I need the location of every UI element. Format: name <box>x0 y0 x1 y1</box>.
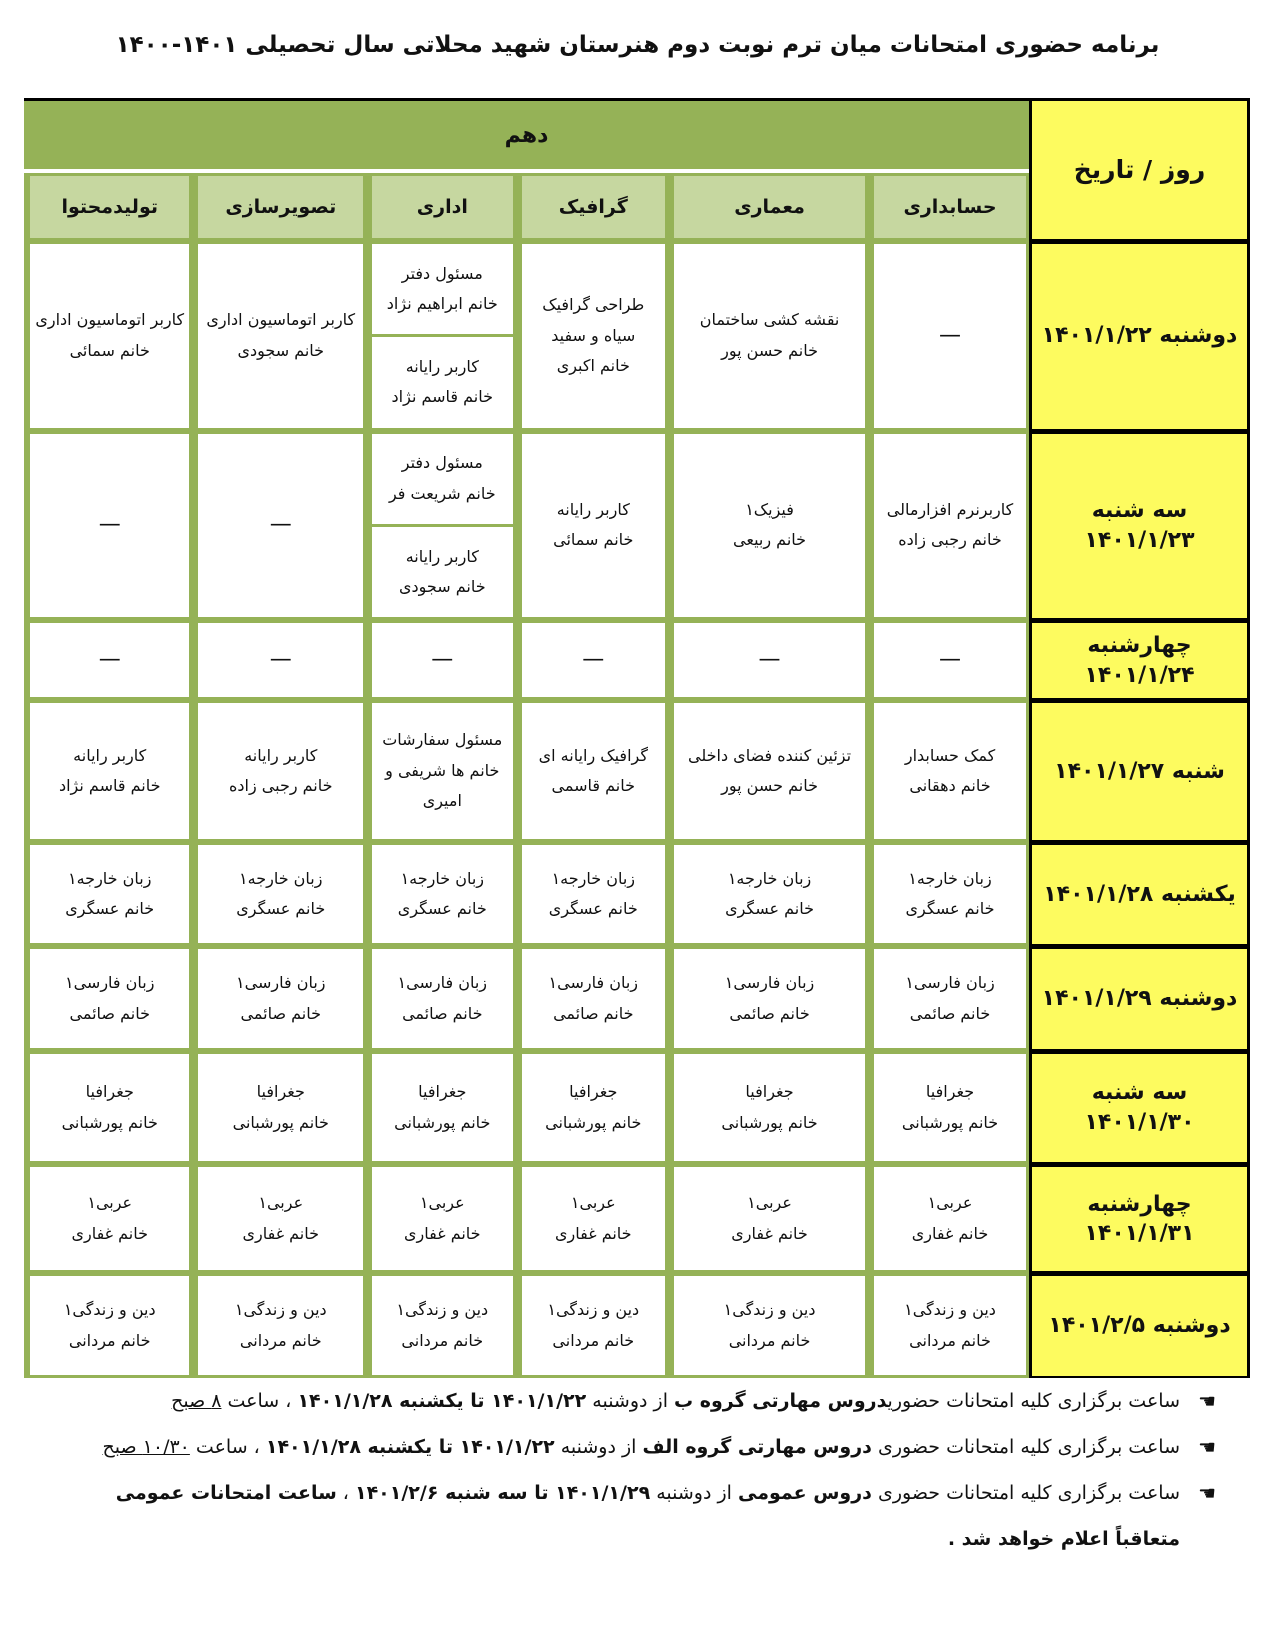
schedule-row <box>24 431 1250 621</box>
teacher-name: خانم مردانی <box>401 1330 484 1350</box>
teacher-name: خانم صائمی <box>729 1003 810 1023</box>
exam-cell <box>366 1051 515 1164</box>
exam-date: ۱۴۰۱/۲/۵ <box>1048 1313 1146 1339</box>
schedule-row <box>24 620 1250 700</box>
exam-cell <box>192 1164 366 1273</box>
teacher-name: خانم مردانی <box>68 1330 151 1350</box>
teacher-name: خانم دهقانی <box>909 775 991 795</box>
grade-header: دهم <box>24 98 1029 173</box>
teacher-name: خانم سجودی <box>237 340 325 360</box>
day-date-cell <box>1029 700 1250 841</box>
teacher-name: خانم عسگری <box>905 898 995 918</box>
empty-dash: — <box>939 322 962 348</box>
empty-dash: — <box>269 647 292 673</box>
empty-dash: — <box>758 647 781 673</box>
exam-cell <box>868 946 1029 1051</box>
pointing-hand-icon: ☚ <box>1198 1435 1216 1459</box>
exam-cell <box>516 842 669 947</box>
course-name: کمک حسابدار <box>904 745 996 765</box>
exam-cell <box>192 431 366 621</box>
schedule-row <box>24 1051 1250 1164</box>
teacher-name: خانم سمائی <box>69 340 150 360</box>
exam-cell <box>668 1164 868 1273</box>
exam-cell <box>516 431 669 621</box>
exam-cell <box>668 700 868 841</box>
exam-cell <box>24 241 192 431</box>
exam-cell <box>192 1051 366 1164</box>
exam-cell <box>516 946 669 1051</box>
exam-cell <box>668 842 868 947</box>
day-date-cell <box>1029 1273 1250 1378</box>
course-name: کاربر رایانه <box>244 745 318 765</box>
split-part <box>372 244 512 337</box>
split-part <box>372 337 512 427</box>
schedule-row <box>24 241 1250 431</box>
course-name: دین و زندگی۱ <box>234 1300 327 1320</box>
course-name: زبان خارجه۱ <box>400 868 485 888</box>
note-item: ☚ ساعت برگزاری کلیه امتحانات حضوریدروس مهارتی گروه ب از دوشنبه ۱۴۰۱/۱/۲۲ تا یکشنبه ۱۴۰۱/۱/۲۸ ، ساعت ۸ صبح <box>70 1378 1220 1424</box>
teacher-name: خانم غفاری <box>71 1223 148 1243</box>
teacher-name: خانم صائمی <box>553 1003 634 1023</box>
teacher-name: خانم اکبری <box>556 355 630 375</box>
exam-cell <box>24 431 192 621</box>
day-name: دوشنبه <box>1159 323 1238 349</box>
course-name: جغرافیا <box>85 1082 134 1102</box>
day-date-header: روز / تاریخ <box>1029 98 1250 241</box>
course-name: زبان خارجه۱ <box>68 868 152 888</box>
dept-header: تولیدمحتوا <box>24 173 192 241</box>
empty-dash: — <box>98 647 121 673</box>
teacher-name: خانم غفاری <box>242 1223 320 1243</box>
exam-cell <box>366 700 515 841</box>
teacher-name: خانم پورشبانی <box>61 1112 158 1132</box>
course-name: طراحی گرافیک <box>542 295 645 315</box>
exam-cell <box>192 1273 366 1378</box>
course-name: دین و زندگی۱ <box>904 1300 996 1320</box>
teacher-name: خانم غفاری <box>404 1223 481 1243</box>
exam-cell <box>868 1051 1029 1164</box>
exam-date: ۱۴۰۱/۱/۲۹ <box>1041 986 1152 1012</box>
course-name: جغرافیا <box>256 1082 305 1102</box>
pointing-hand-icon: ☚ <box>1198 1481 1216 1505</box>
dept-header: معماری <box>668 173 868 241</box>
split-part <box>372 434 512 527</box>
course-name: مسئول سفارشات <box>382 730 503 750</box>
note-item: ☚ ساعت برگزاری کلیه امتحانات حضوری دروس عمومی از دوشنبه ۱۴۰۱/۱/۲۹ تا سه شنبه ۱۴۰۱/۲/۶ ، ساعت امتحانات عمومی متعاقباً اعلام خواهد شد . <box>70 1470 1220 1562</box>
day-name: سه شنبه <box>1091 498 1188 524</box>
course-name: جغرافیا <box>745 1082 794 1102</box>
exam-cell <box>192 620 366 700</box>
exam-cell <box>516 700 669 841</box>
course-name: جغرافیا <box>925 1082 975 1102</box>
course-name: زبان فارسی۱ <box>905 973 995 993</box>
day-name: دوشنبه <box>1159 986 1238 1012</box>
course-name: زبان فارسی۱ <box>236 973 326 993</box>
schedule-row <box>24 1164 1250 1273</box>
exam-cell <box>516 1164 669 1273</box>
split-cell <box>372 244 512 428</box>
exam-cell <box>868 1164 1029 1273</box>
teacher-name: خانم عسگری <box>548 898 638 918</box>
course-name: زبان فارسی۱ <box>64 973 155 993</box>
teacher-name: خانم عسگری <box>725 898 815 918</box>
exam-cell <box>868 700 1029 841</box>
course-name: عربی۱ <box>570 1193 616 1213</box>
dept-header: گرافیک <box>516 173 669 241</box>
course-name: مسئول دفتر <box>401 263 483 283</box>
exam-cell <box>516 241 669 431</box>
page-title: برنامه حضوری امتحانات میان ترم نوبت دوم هنرستان شهید محلاتی سال تحصیلی ۱۴۰۱-۱۴۰۰ <box>115 32 1160 58</box>
exam-cell <box>668 1051 868 1164</box>
course-name: تزئین کننده فضای داخلی <box>688 745 852 765</box>
note-item: ☚ ساعت برگزاری کلیه امتحانات حضوری دروس مهارتی گروه الف از دوشنبه ۱۴۰۱/۱/۲۲ تا یکشنبه ۱۴۰۱/۱/۲۸ ، ساعت ۱۰/۳۰ صبح <box>70 1424 1220 1470</box>
teacher-name: خانم حسن پور <box>721 340 818 360</box>
day-name: شنبه <box>1171 758 1225 784</box>
teacher-name: خانم سمائی <box>553 530 634 550</box>
course-name: کاربر رایانه <box>405 357 479 377</box>
exam-cell <box>516 1273 669 1378</box>
empty-dash: — <box>98 512 121 538</box>
exam-cell <box>24 1164 192 1273</box>
course-name: گرافیک رایانه ای <box>538 745 648 765</box>
empty-dash: — <box>582 647 605 673</box>
teacher-name: خانم مردانی <box>909 1330 991 1350</box>
teacher-name: خانم قاسم نژاد <box>391 387 494 407</box>
teacher-name: خانم عسگری <box>236 898 326 918</box>
teacher-name: خانم مردانی <box>552 1330 635 1350</box>
course-name: فیزیک۱ <box>745 500 794 519</box>
exam-cell <box>668 431 868 621</box>
course-name: زبان خارجه۱ <box>727 868 812 888</box>
pointing-hand-icon: ☚ <box>1198 1389 1216 1413</box>
exam-cell <box>868 241 1029 431</box>
teacher-name: خانم غفاری <box>911 1223 989 1243</box>
day-name: چهارشنبه <box>1087 633 1192 658</box>
exam-cell <box>366 1273 515 1378</box>
day-name: دوشنبه <box>1152 1313 1231 1339</box>
exam-cell <box>24 1051 192 1164</box>
teacher-name: خانم صائمی <box>240 1003 321 1023</box>
exam-cell <box>24 700 192 841</box>
exam-schedule-table <box>24 98 1250 1378</box>
exam-date: ۱۴۰۱/۱/۲۳ <box>1084 527 1195 553</box>
schedule-row <box>24 700 1250 841</box>
dept-header: تصویرسازی <box>192 173 366 241</box>
course-name: دین و زندگی۱ <box>723 1300 816 1320</box>
exam-date: ۱۴۰۱/۱/۳۰ <box>1084 1110 1195 1136</box>
exam-cell <box>366 842 515 947</box>
exam-cell <box>366 1164 515 1273</box>
exam-cell <box>366 431 515 621</box>
teacher-name: خانم عسگری <box>65 898 155 918</box>
day-name: چهارشنبه <box>1087 1191 1192 1217</box>
exam-cell <box>668 1273 868 1378</box>
dept-header: اداری <box>366 173 515 241</box>
course-name: کاربر رایانه <box>556 500 630 519</box>
course-name: زبان خارجه۱ <box>908 868 992 888</box>
course-name: عربی۱ <box>258 1193 304 1213</box>
course-name: زبان خارجه۱ <box>239 868 323 888</box>
exam-cell <box>192 842 366 947</box>
course-name: دین و زندگی۱ <box>396 1300 489 1320</box>
course-name: دین و زندگی۱ <box>63 1300 156 1320</box>
course-name: عربی۱ <box>927 1193 973 1213</box>
exam-cell <box>868 620 1029 700</box>
teacher-name: خانم حسن پور <box>721 775 818 795</box>
teacher-name: خانم قاسم نژاد <box>58 775 161 795</box>
teacher-name: سیاه و سفید <box>551 325 636 345</box>
course-name: جغرافیا <box>569 1082 618 1102</box>
exam-cell <box>668 241 868 431</box>
exam-cell <box>868 1273 1029 1378</box>
teacher-name: خانم پورشبانی <box>721 1112 818 1132</box>
teacher-name: خانم صائمی <box>402 1003 483 1023</box>
day-name: سه شنبه <box>1091 1080 1188 1106</box>
teacher-name: خانم سجودی <box>398 577 486 597</box>
course-name: کاربر اتوماسیون اداری <box>206 310 356 330</box>
exam-date: ۱۴۰۱/۱/۳۱ <box>1084 1221 1195 1247</box>
day-date-cell <box>1029 1164 1250 1273</box>
course-name: نقشه کشی ساختمان <box>699 310 840 330</box>
exam-cell <box>366 241 515 431</box>
course-name: جغرافیا <box>418 1082 467 1102</box>
teacher-name: خانم رجبی زاده <box>229 775 333 795</box>
course-name: عربی۱ <box>87 1193 133 1213</box>
exam-cell <box>24 620 192 700</box>
exam-cell <box>366 946 515 1051</box>
exam-cell <box>516 620 669 700</box>
course-name: زبان فارسی۱ <box>724 973 815 993</box>
dept-header: حسابداری <box>868 173 1029 241</box>
course-name: عربی۱ <box>747 1193 792 1213</box>
day-date-cell <box>1029 620 1250 700</box>
teacher-name: خانم غفاری <box>555 1223 632 1243</box>
course-name: دین و زندگی۱ <box>547 1300 640 1320</box>
exam-cell <box>192 241 366 431</box>
course-name: کاربر اتوماسیون اداری <box>35 310 185 330</box>
day-date-cell <box>1029 431 1250 621</box>
course-name: زبان فارسی۱ <box>548 973 639 993</box>
course-name: عربی۱ <box>419 1193 465 1213</box>
course-name: زبان خارجه۱ <box>551 868 636 888</box>
teacher-name: خانم عسگری <box>397 898 487 918</box>
day-date-cell <box>1029 946 1250 1051</box>
exam-date: ۱۴۰۱/۱/۲۴ <box>1084 662 1195 688</box>
exam-cell <box>24 1273 192 1378</box>
teacher-name: خانم ها شریفی و <box>385 760 500 780</box>
exam-cell <box>24 946 192 1051</box>
teacher-name: خانم مردانی <box>728 1330 811 1350</box>
teacher-name: خانم غفاری <box>731 1223 808 1243</box>
empty-dash: — <box>269 512 292 538</box>
teacher-name: خانم پورشبانی <box>901 1112 999 1132</box>
exam-cell <box>24 842 192 947</box>
day-name: یکشنبه <box>1161 881 1236 907</box>
teacher-name: خانم قاسمی <box>551 775 636 795</box>
exam-cell <box>192 700 366 841</box>
teacher-name: خانم ابراهیم نژاد <box>386 294 498 314</box>
course-name: کاربر رایانه <box>73 745 147 765</box>
exam-cell <box>192 946 366 1051</box>
day-date-cell <box>1029 241 1250 431</box>
course-name: کاربر رایانه <box>405 546 479 566</box>
schedule-row <box>24 946 1250 1051</box>
teacher-name: خانم صائمی <box>69 1003 150 1023</box>
teacher-name: خانم شریعت فر <box>388 483 496 503</box>
teacher-name: خانم رجبی زاده <box>898 530 1002 550</box>
teacher-name: امیری <box>422 791 462 811</box>
course-name: کاربرنرم افزارمالی <box>886 500 1014 519</box>
course-name: مسئول دفتر <box>401 453 483 473</box>
exam-cell <box>868 431 1029 621</box>
teacher-name: خانم مردانی <box>239 1330 322 1350</box>
teacher-name: خانم صائمی <box>909 1003 991 1023</box>
schedule-row <box>24 842 1250 947</box>
exam-cell <box>516 1051 669 1164</box>
exam-cell <box>668 946 868 1051</box>
exam-cell <box>668 620 868 700</box>
day-date-cell <box>1029 1051 1250 1164</box>
exam-date: ۱۴۰۱/۱/۲۲ <box>1041 323 1152 349</box>
course-name: زبان فارسی۱ <box>397 973 488 993</box>
teacher-name: خانم پورشبانی <box>232 1112 329 1132</box>
schedule-body <box>24 241 1250 1378</box>
exam-cell <box>868 842 1029 947</box>
teacher-name: خانم پورشبانی <box>394 1112 491 1132</box>
split-cell <box>372 434 512 618</box>
empty-dash: — <box>939 647 962 673</box>
teacher-name: خانم ربیعی <box>733 530 807 550</box>
teacher-name: خانم پورشبانی <box>545 1112 642 1132</box>
exam-date: ۱۴۰۱/۱/۲۷ <box>1054 758 1165 784</box>
empty-dash: — <box>431 647 454 673</box>
notes-section <box>70 1378 1220 1562</box>
exam-date: ۱۴۰۱/۱/۲۸ <box>1043 881 1154 907</box>
exam-cell <box>366 620 515 700</box>
schedule-row <box>24 1273 1250 1378</box>
day-date-cell <box>1029 842 1250 947</box>
split-part <box>372 527 512 617</box>
